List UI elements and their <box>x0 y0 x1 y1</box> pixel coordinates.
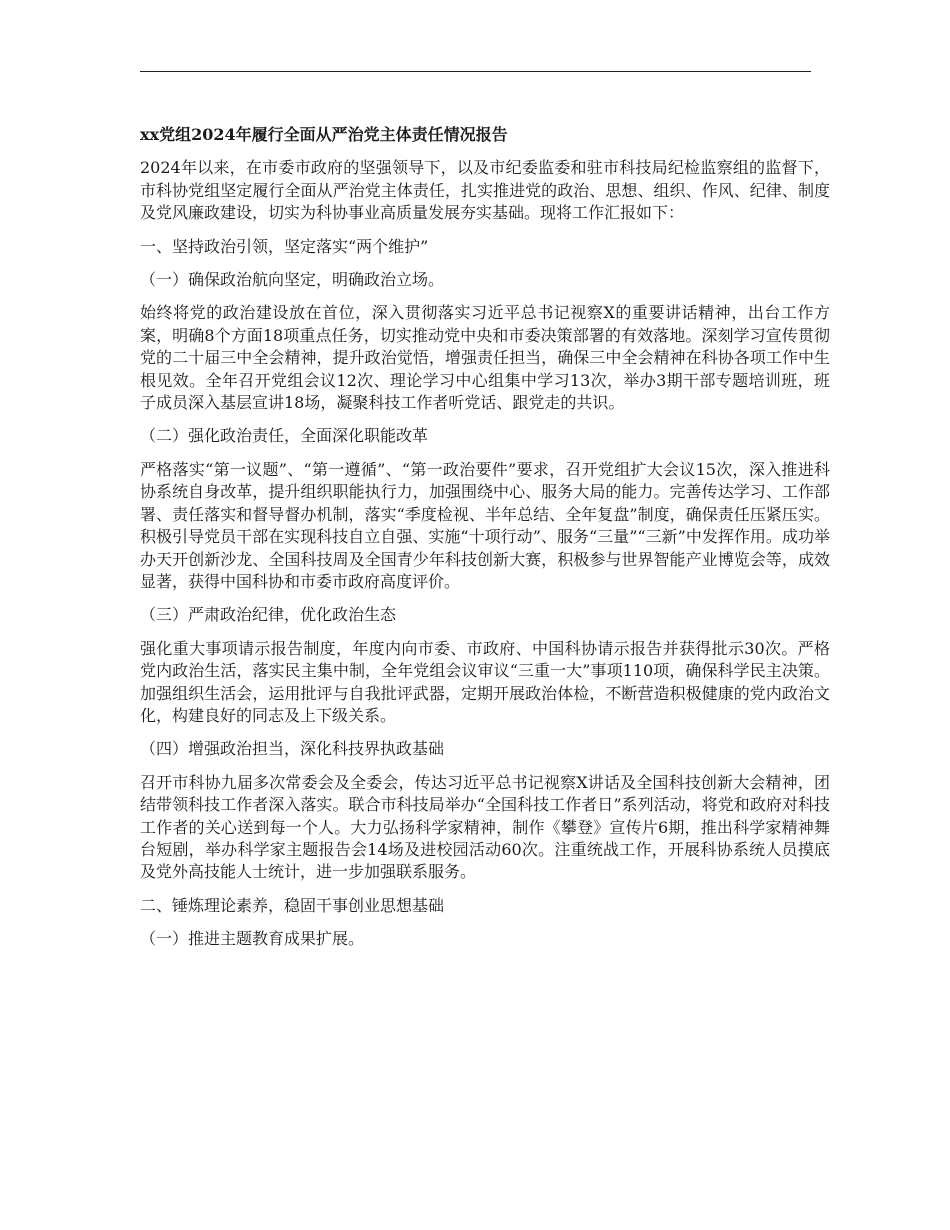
subsection-heading-2-1: （一）推进主题教育成果扩展。 <box>140 929 365 949</box>
document-body <box>140 124 830 962</box>
paragraph-1-3: 强化重大事项请示报告制度，年度内向市委、市政府、中国科协请示报告并获得批示30次。严格党内政治生活，落实民主集中制，全年党组会议审议“三重一大”事项110项，确保科学民主决策。加强组织生活会，运用批评与自我批评武器，定期开展政治体检，不断营造积极健康的党内政治文化，构建良好的同志及上下级关系。 <box>140 638 830 725</box>
subsection-heading-1-2: （二）强化政治责任，全面深化职能改革 <box>140 426 429 446</box>
subsection-heading-1-3: （三）严肃政治纪律，优化政治生态 <box>140 605 397 625</box>
paragraph-1-1: 始终将党的政治建设放在首位，深入贯彻落实习近平总书记视察X的重要讲话精神，出台工作方案，明确8个方面18项重点任务，切实推动党中央和市委决策部署的有效落地。深刻学习宣传贯彻党的二十届三中全会精神，提升政治觉悟，增强责任担当，确保三中全会精神在科协各项工作中生根见效。全年召开党组会议12次、理论学习中心组集中学习13次，举办3期干部专题培训班，班子成员深入基层宣讲18场，凝聚科技工作者听党话、跟党走的共识。 <box>140 303 830 413</box>
document-title: xx党组2024年履行全面从严治党主体责任情况报告 <box>140 125 508 144</box>
paragraph-1-4: 召开市科协九届多次常委会及全委会，传达习近平总书记视察X讲话及全国科技创新大会精神，团结带领科技工作者深入落实。联合市科技局举办“全国科技工作者日”系列活动，将党和政府对科技工作者的关心送到每一个人。大力弘扬科学家精神，制作《攀登》宣传片6期，推出科学家精神舞台短剧，举办科学家主题报告会14场及进校园活动60次。注重统战工作，开展科协系统人员摸底及党外高技能人士统计，进一步加强联系服务。 <box>140 772 830 882</box>
intro-paragraph: 2024年以来，在市委市政府的坚强领导下，以及市纪委监委和驻市科技局纪检监察组的监督下，市科协党组坚定履行全面从严治党主体责任，扎实推进党的政治、思想、组织、作风、纪律、制度及党风廉政建设，切实为科协事业高质量发展夯实基础。现将工作汇报如下： <box>140 158 830 223</box>
subsection-heading-1-1: （一）确保政治航向坚定，明确政治立场。 <box>140 270 445 290</box>
header-rule <box>140 71 811 72</box>
paragraph-1-2: 严格落实“第一议题”、“第一遵循”、“第一政治要件”要求，召开党组扩大会议15次，深入推进科协系统自身改革，提升组织职能执行力，加强围绕中心、服务大局的能力。完善传达学习、工作部署、责任落实和督导督办机制，落实“季度检视、半年总结、全年复盘”制度，确保责任压紧压实。积极引导党员干部在实现科技自立自强、实施“十项行动”、服务“三量”“三新”中发挥作用。成功举办天开创新沙龙、全国科技周及全国青少年科技创新大赛，积极参与世界智能产业博览会等，成效显著，获得中国科协和市委市政府高度评价。 <box>140 459 830 591</box>
subsection-heading-1-4: （四）增强政治担当，深化科技界执政基础 <box>140 739 445 759</box>
section-heading-2: 二、锤炼理论素养，稳固干事创业思想基础 <box>140 895 445 915</box>
section-heading-1: 一、坚持政治引领，坚定落实“两个维护” <box>140 236 429 256</box>
